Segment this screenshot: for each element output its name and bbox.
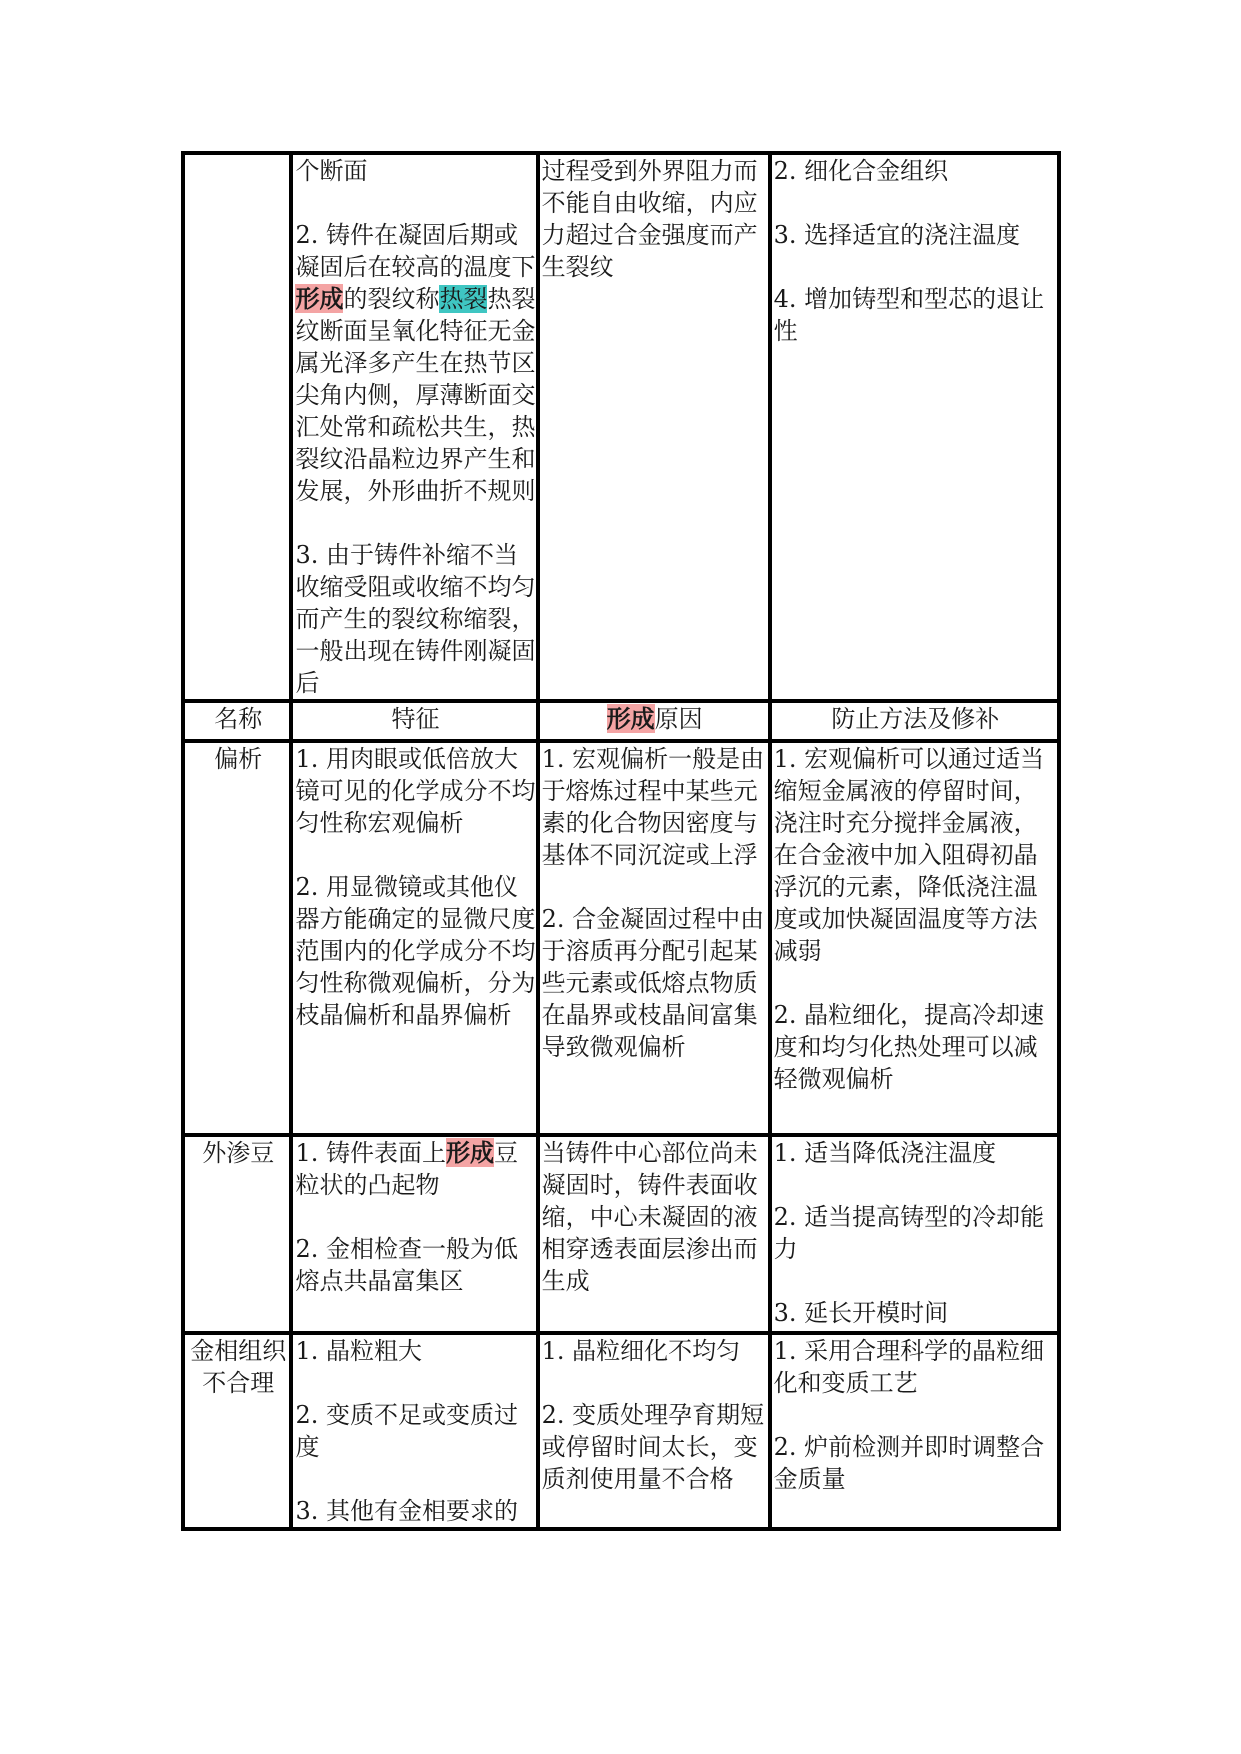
table-header-row (183, 701, 1059, 741)
text-run: 热裂纹断面呈氧化特征无金属光泽多产生在热节区尖角内侧，厚薄断面交汇处常和疏松共生，热裂纹沿晶粒边界产生和发展，外形曲折不规则 (295, 285, 536, 505)
feature-cell (291, 741, 537, 1135)
cause-paragraph: 当铸件中心部位尚未凝固时，铸件表面收缩，中心未凝固的液相穿透表面层渗出而生成 (541, 1139, 758, 1295)
name-cell: 金相组织不合理 (183, 1333, 291, 1529)
highlight-teal: 热裂 (439, 285, 488, 313)
text-run: 的裂纹称 (343, 285, 440, 313)
header-name: 名称 (183, 701, 291, 741)
cause-cell (538, 741, 770, 1135)
feature-cell (291, 153, 537, 701)
feature-paragraph: 1. 晶粒粗大 (295, 1337, 423, 1365)
feature-paragraph (295, 219, 535, 507)
name-cell: 偏析 (183, 741, 291, 1135)
cause-cell (538, 153, 770, 701)
text-run: 1. 铸件表面上 (295, 1139, 447, 1167)
prevention-paragraph: 2. 适当提高铸型的冷却能力 (773, 1203, 1045, 1263)
highlight-red: 形成 (606, 704, 655, 733)
feature-paragraph: 2. 金相检查一般为低熔点共晶富集区 (295, 1235, 519, 1295)
prevention-cell (770, 1135, 1059, 1333)
highlight-red: 形成 (446, 1138, 495, 1167)
feature-paragraph: 3. 其他有金相要求的 (295, 1497, 519, 1525)
cause-paragraph: 1. 宏观偏析一般是由于熔炼过程中某些元素的化合物因密度与基体不同沉淀或上浮 (541, 745, 765, 869)
prevention-paragraph: 1. 适当降低浇注温度 (773, 1139, 997, 1167)
prevention-paragraph: 3. 选择适宜的浇注温度 (773, 221, 1021, 249)
header-feature: 特征 (291, 701, 537, 741)
feature-paragraph (295, 1137, 535, 1201)
prevention-paragraph: 3. 延长开模时间 (773, 1299, 949, 1327)
cause-cell (538, 1333, 770, 1529)
header-cause (538, 701, 770, 741)
feature-paragraph: 2. 用显微镜或其他仪器方能确定的显微尺度范围内的化学成分不均匀性称微观偏析，分为枝晶偏析和晶界偏析 (295, 873, 536, 1029)
highlight-red: 形成 (295, 284, 344, 313)
prevention-paragraph: 1. 采用合理科学的晶粒细化和变质工艺 (773, 1337, 1045, 1397)
cause-paragraph: 2. 合金凝固过程中由于溶质再分配引起某些元素或低熔点物质在晶界或枝晶间富集导致微观偏析 (541, 905, 765, 1061)
prevention-cell (770, 741, 1059, 1135)
feature-cell (291, 1333, 537, 1529)
table-row-exudation (183, 1135, 1059, 1333)
prevention-paragraph: 2. 细化合金组织 (773, 157, 949, 185)
cause-paragraph: 1. 晶粒细化不均匀 (541, 1337, 741, 1365)
prevention-cell (770, 153, 1059, 701)
prevention-paragraph: 1. 宏观偏析可以通过适当缩短金属液的停留时间，浇注时充分搅拌金属液，在合金液中加入阻碍初晶浮沉的元素，降低浇注温度或加快凝固温度等方法减弱 (773, 745, 1045, 965)
text-run: 豆粒状的凸起物 (295, 1139, 519, 1199)
prevention-paragraph: 2. 晶粒细化，提高冷却速度和均匀化热处理可以减轻微观偏析 (773, 1001, 1045, 1093)
feature-cell (291, 1135, 537, 1333)
name-cell-empty (183, 153, 291, 701)
text-run: 2. 铸件在凝固后期或凝固后在较高的温度下 (295, 221, 536, 281)
name-cell: 外渗豆 (183, 1135, 291, 1333)
header-prevention: 防止方法及修补 (770, 701, 1059, 741)
text-run: 原因 (654, 705, 703, 733)
table-row-metallographic (183, 1333, 1059, 1529)
prevention-cell (770, 1333, 1059, 1529)
cause-paragraph: 2. 变质处理孕育期短或停留时间太长，变质剂使用量不合格 (541, 1401, 765, 1493)
cause-paragraph: 过程受到外界阻力而不能自由收缩，内应力超过合金强度而产生裂纹 (541, 157, 758, 281)
feature-paragraph: 2. 变质不足或变质过度 (295, 1401, 519, 1461)
feature-paragraph: 1. 用肉眼或低倍放大镜可见的化学成分不均匀性称宏观偏析 (295, 745, 536, 837)
prevention-paragraph: 4. 增加铸型和型芯的退让性 (773, 285, 1045, 345)
casting-defects-table (181, 151, 1061, 1531)
prevention-paragraph: 2. 炉前检测并即时调整合金质量 (773, 1433, 1045, 1493)
feature-paragraph: 个断面 (295, 157, 368, 185)
table-row-continued (183, 153, 1059, 701)
feature-paragraph: 3. 由于铸件补缩不当收缩受阻或收缩不均匀而产生的裂纹称缩裂，一般出现在铸件刚凝固后 (295, 541, 536, 697)
table-row-segregation (183, 741, 1059, 1135)
cause-cell (538, 1135, 770, 1333)
